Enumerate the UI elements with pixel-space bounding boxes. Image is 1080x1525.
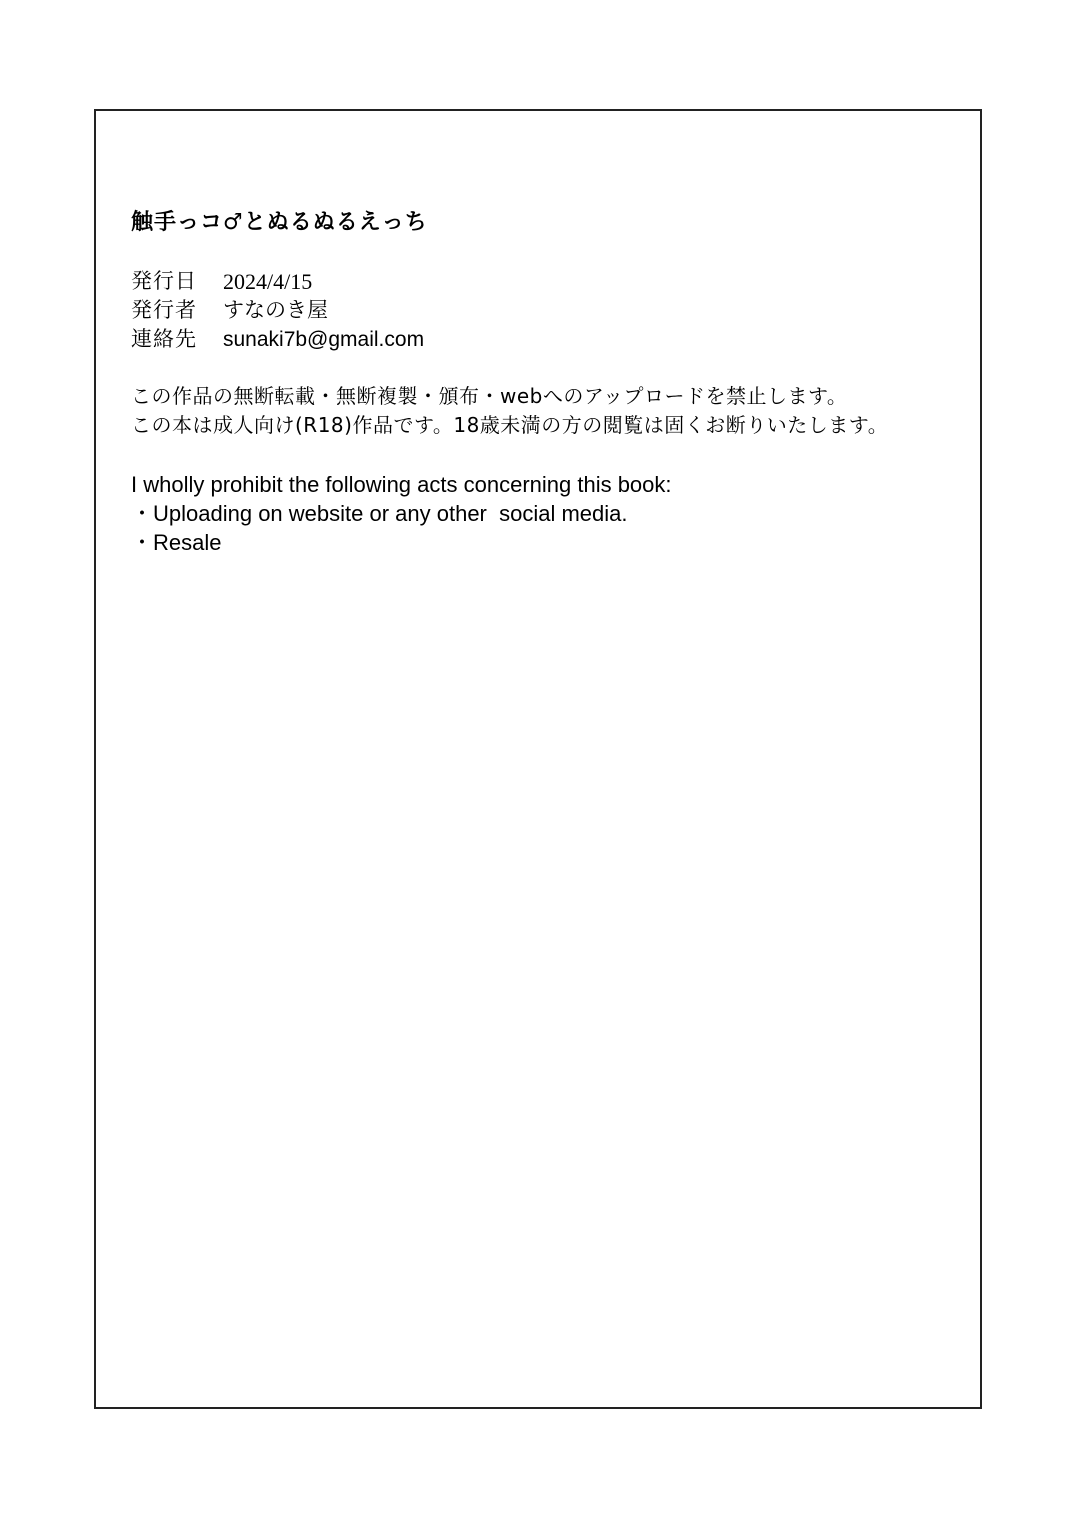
colophon-block bbox=[131, 267, 424, 354]
publish-date-value: 2024/4/15 bbox=[223, 269, 313, 294]
notice-en-line: ・Resale bbox=[131, 530, 222, 555]
publisher-label: 発行者 bbox=[131, 298, 197, 322]
contact-email: sunaki7b@gmail.com bbox=[223, 328, 425, 351]
notice-ja-line: この作品の無断転載・無断複製・頒布・webへのアップロードを禁止します。 bbox=[131, 384, 848, 408]
notice-en-line: ・Uploading on website or any other social media. bbox=[131, 501, 628, 526]
english-notice bbox=[131, 470, 672, 557]
contact-label: 連絡先 bbox=[131, 327, 197, 351]
publish-date-label: 発行日 bbox=[131, 269, 197, 293]
publisher-value: すなのき屋 bbox=[223, 298, 328, 322]
notice-ja-line: この本は成人向け(R18)作品です。18歳未満の方の閲覧は固くお断りいたします。 bbox=[131, 413, 889, 437]
book-title: 触手っコ♂とぬるぬるえっち bbox=[131, 210, 428, 235]
publisher-row bbox=[131, 296, 424, 325]
publish-date-row bbox=[131, 267, 424, 296]
japanese-notice bbox=[131, 382, 888, 440]
notice-en-line: I wholly prohibit the following acts concerning this book: bbox=[131, 472, 672, 497]
contact-row bbox=[131, 325, 424, 354]
